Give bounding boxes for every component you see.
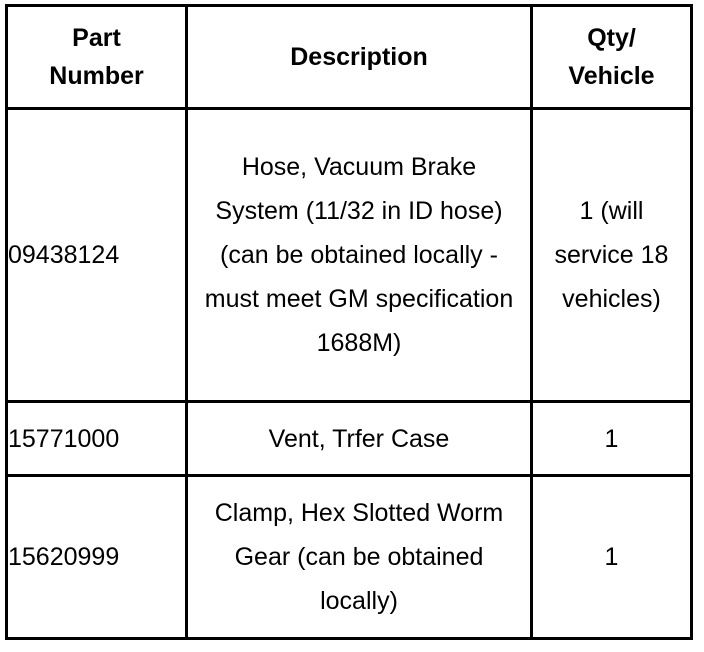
- header-description-label: Description: [290, 43, 428, 71]
- part-number-cell: [7, 476, 187, 639]
- table-row: [7, 109, 692, 402]
- qty: 1: [604, 543, 619, 571]
- description: Clamp, Hex Slotted Worm Gear (can be obtained locally): [214, 499, 504, 615]
- description-cell: [187, 109, 532, 402]
- qty-cell: [532, 109, 692, 402]
- part-number: 15620999: [8, 543, 120, 571]
- part-number-cell: [7, 109, 187, 402]
- header-qty-label: Qty/ Vehicle: [568, 24, 655, 90]
- header-part-number-label: Part Number: [49, 24, 144, 90]
- description: Hose, Vacuum Brake System (11/32 in ID hose) (can be obtained locally - must meet GM specification 1688M): [204, 153, 514, 357]
- header-description: [187, 6, 532, 109]
- header-qty-per-vehicle: [532, 6, 692, 109]
- description-cell: [187, 402, 532, 476]
- table-row: [7, 402, 692, 476]
- description: Vent, Trfer Case: [268, 424, 450, 453]
- part-number: 15771000: [8, 424, 120, 453]
- parts-table: [5, 4, 693, 640]
- qty: 1: [604, 424, 619, 453]
- table-row: [7, 476, 692, 639]
- header-part-number: [7, 6, 187, 109]
- qty: 1 (will service 18 vehicles): [554, 197, 669, 313]
- table-header-row: [7, 6, 692, 109]
- description-cell: [187, 476, 532, 639]
- part-number-cell: [7, 402, 187, 476]
- qty-cell: [532, 402, 692, 476]
- part-number: 09438124: [8, 241, 120, 269]
- qty-cell: [532, 476, 692, 639]
